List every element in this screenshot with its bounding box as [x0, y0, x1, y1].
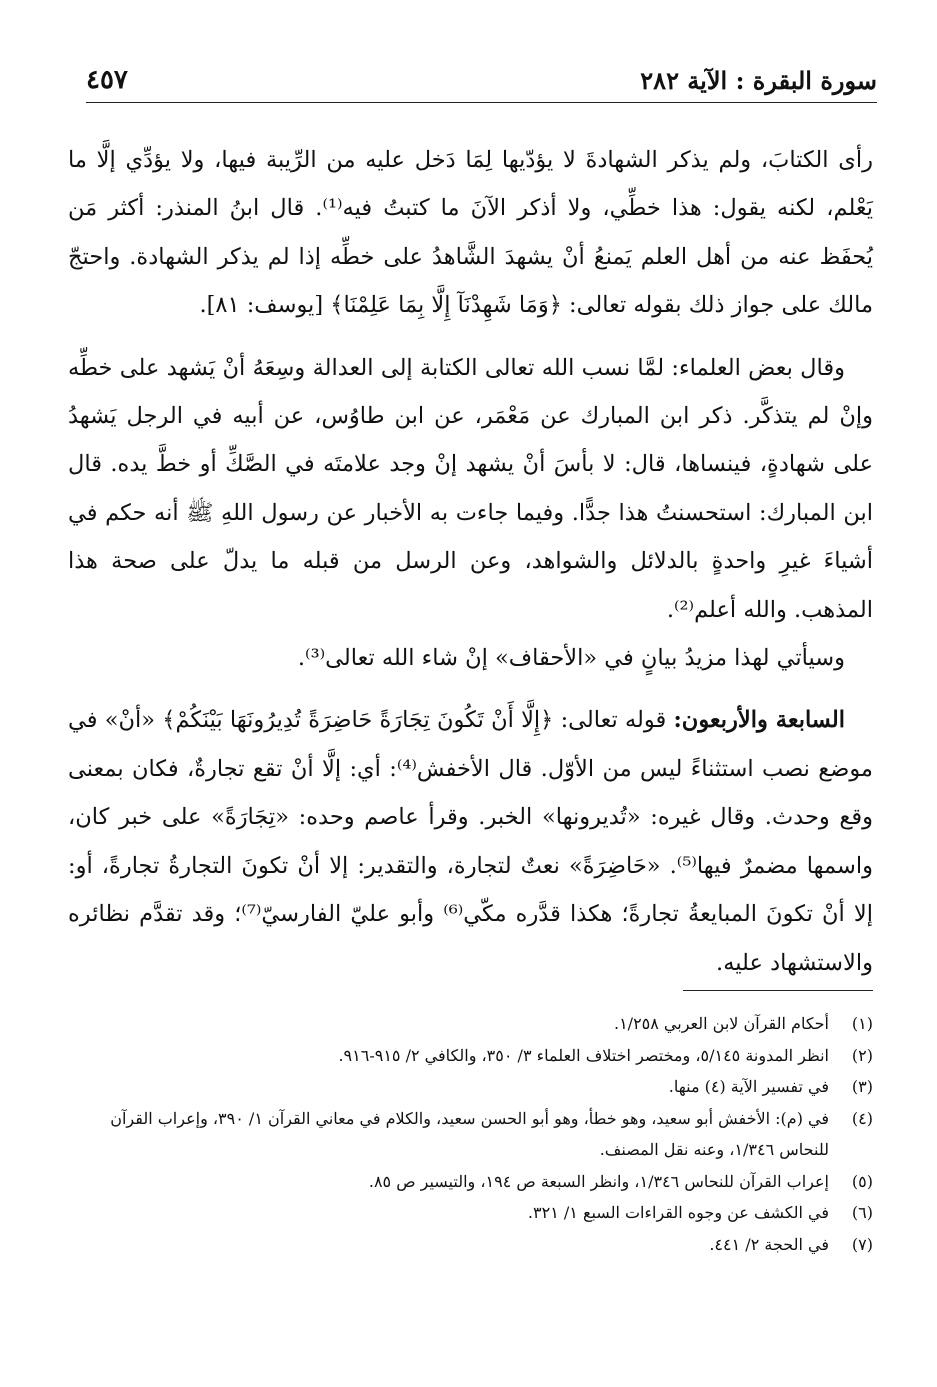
footnote-item	[68, 1197, 873, 1229]
paragraph-1: رأى الكتابَ، ولم يذكر الشهادةَ لا يؤدّيها لِمَا دَخل عليه من الرِّيبة فيها، ولا يؤدِّي إلَّا ما يَعْلم، لكنه يقول: هذا خطِّي، ولا أذكر الآنَ ما كتبتُ فيه⁽¹⁾. قال ابنُ المنذر: أكثر مَن يُحفَظ عنه من أهل العلم يَمنعُ أنْ يشهدَ الشَّاهدُ على خطِّه إذا لم يذكر الشهادة. واحتجّ مالك على جواز ذلك بقوله تعالى: ﴿وَمَا شَهِدْنَآ إِلَّا بِمَا عَلِمْنَا﴾ [يوسف: ٨١].	[68, 147, 874, 319]
footnote-number: (٦)	[851, 1203, 873, 1222]
footnote-number: (٥)	[851, 1171, 873, 1191]
footnote-separator	[683, 990, 873, 991]
footnote-text: في تفسير الآية (٤) منها.	[668, 1077, 829, 1096]
paragraph-4	[68, 696, 873, 986]
footnote-text: أحكام القرآن لابن العربي ١/٢٥٨.	[613, 1014, 829, 1033]
footnote-item	[68, 1071, 873, 1103]
footnote-number: (٧)	[851, 1234, 873, 1254]
footnote-text: في (م): الأخفش أبو سعيد، وهو خطأ، وهو أبو الحسن سعيد، والكلام في معاني القرآن ١/ ٣٩٠، وإعراب القرآن للنحاس ١/٣٤٦، وعنه نقل المصنف.	[110, 1108, 829, 1159]
issue-heading: السابعة والأربعون:	[673, 707, 845, 734]
paragraph-2: وقال بعض العلماء: لمَّا نسب الله تعالى الكتابة إلى العدالة وسِعَهُ أنْ يَشهد على خطِّه وإنْ لم يتذكَّر. ذكر ابن المبارك عن مَعْمَر، عن ابن طاوُس، عن أبيه في الرجل يَشهدُ على شهادةٍ، فينساها، قال: لا بأسَ أنْ يشهد إنْ وجد علامتَه في الصَّكِّ أو خطَّ يده. قال ابن المبارك: استحسنتُ هذا جدًّا. وفيما جاءت به الأخبار عن رسول اللهِ ﷺ أنه حكم في أشياءَ غيرِ واحدةٍ بالدلائل والشواهد، وعن الرسل من قبله ما يدلّ على صحة هذا المذهب. والله أعلم⁽²⁾.	[68, 354, 873, 623]
main-text	[68, 136, 873, 987]
running-header	[86, 58, 877, 103]
footnote-number: (١)	[851, 1014, 873, 1033]
footnote-item	[68, 1229, 873, 1261]
footnotes	[68, 1008, 873, 1260]
footnote-number: (٣)	[851, 1077, 873, 1096]
footnote-item	[68, 1103, 873, 1166]
footnote-item	[68, 1040, 873, 1072]
footnote-text: إعراب القرآن للنحاس ١/٣٤٦، وانظر السبعة ص ١٩٤، والتيسير ص ٨٥.	[368, 1171, 829, 1191]
footnote-item	[68, 1008, 873, 1040]
footnote-number: (٢)	[851, 1045, 873, 1065]
paragraph-3: وسيأتي لهذا مزيدُ بيانٍ في «الأحقاف» إنْ شاء الله تعالى⁽³⁾.	[297, 645, 845, 672]
footnote-text: في الكشف عن وجوه القراءات السبع ١/ ٣٢١.	[527, 1203, 829, 1222]
footnote-item	[68, 1166, 873, 1198]
footnote-text: انظر المدونة ٥/١٤٥، ومختصر اختلاف العلماء ٣/ ٣٥٠، والكافي ٢/ ٩١٥-٩١٦.	[338, 1045, 829, 1065]
surah-title: سورة البقرة : الآية ٢٨٢	[640, 65, 877, 95]
paragraph-4-text: قوله تعالى: ﴿إِلَّا أَنْ تَكُونَ تِجَارَةً حَاضِرَةً تُدِيرُونَهَا بَيْنَكُمْ﴾ «أنْ» في موضع نصب استثناءً ليس من الأوّل. قال الأخفش⁽⁴⁾: أي: إلَّا أنْ تقع تجارةٌ، فكان بمعنى وقع وحدث. وقال غيره: «تُديرونها» الخبر. وقرأ عاصم وحده: «تِجَارَةً» على خبر كان، واسمها مضمرٌ فيها⁽⁵⁾. «حَاضِرَةً» نعتٌ لتجارة، والتقدير: إلا أنْ تكونَ التجارةُ تجارةً، أو: إلا أنْ تكونَ المبايعةُ تجارةً؛ هكذا قدَّره مكّي⁽⁶⁾ وأبو عليّ الفارسيّ⁽⁷⁾؛ وقد تقدَّم نظائره والاستشهاد عليه.	[68, 707, 873, 976]
footnote-number: (٤)	[851, 1108, 873, 1128]
footnote-text: في الحجة ٢/ ٤٤١.	[709, 1234, 829, 1254]
page-number: ٤٥٧	[86, 65, 128, 95]
